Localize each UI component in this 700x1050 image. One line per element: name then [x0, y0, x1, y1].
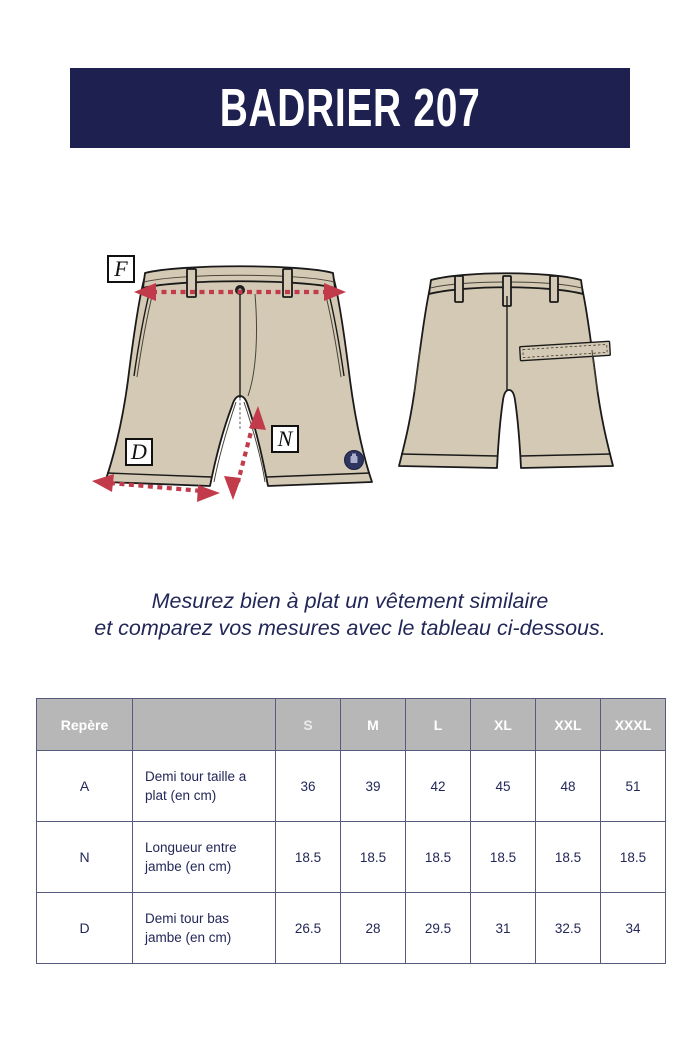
cell-xl: 45 [471, 751, 536, 822]
back-body [399, 280, 613, 468]
cell-s: 18.5 [276, 822, 341, 893]
table-row [37, 751, 666, 822]
column-header-s: S [276, 699, 341, 751]
table-row [37, 893, 666, 964]
cell-s: 26.5 [276, 893, 341, 964]
cell-m: 18.5 [341, 822, 406, 893]
svg-text:N: N [277, 426, 293, 451]
cell-xl: 31 [471, 893, 536, 964]
column-header-xxl: XXL [536, 699, 601, 751]
cell-m: 39 [341, 751, 406, 822]
marker-label-f [108, 256, 134, 282]
garment-illustration [0, 230, 700, 530]
instructions-line-2: et comparez vos mesures avec le tableau ci-dessous. [94, 616, 606, 640]
back-belt-loop-left [455, 276, 463, 302]
cell-xxxl: 18.5 [601, 822, 666, 893]
back-view [399, 273, 613, 468]
table-header-row [37, 699, 666, 751]
table-row [37, 822, 666, 893]
front-view [92, 256, 372, 502]
marker-label-d [126, 439, 152, 465]
row-description: Demi tour taille a plat (en cm) [133, 751, 276, 822]
row-description: Longueur entre jambe (en cm) [133, 822, 276, 893]
marker-label-n [272, 426, 298, 452]
svg-text:D: D [131, 439, 147, 464]
column-header-l: L [406, 699, 471, 751]
cell-m: 28 [341, 893, 406, 964]
cell-xxl: 48 [536, 751, 601, 822]
cell-xxl: 32.5 [536, 893, 601, 964]
column-header-repere: Repère [37, 699, 133, 751]
svg-text:F: F [114, 256, 128, 281]
row-marker: A [37, 751, 133, 822]
cell-l: 18.5 [406, 822, 471, 893]
row-marker: D [37, 893, 133, 964]
title-banner [70, 68, 630, 148]
size-chart-table [36, 698, 666, 964]
cell-xxxl: 34 [601, 893, 666, 964]
cell-l: 42 [406, 751, 471, 822]
page-title: BADRIER 207 [219, 78, 481, 138]
column-header-xxxl: XXXL [601, 699, 666, 751]
column-header-description [133, 699, 276, 751]
cell-xxl: 18.5 [536, 822, 601, 893]
column-header-m: M [341, 699, 406, 751]
cell-xxxl: 51 [601, 751, 666, 822]
back-belt-loop-right [550, 276, 558, 302]
row-marker: N [37, 822, 133, 893]
column-header-xl: XL [471, 699, 536, 751]
cell-s: 36 [276, 751, 341, 822]
instructions-line-1: Mesurez bien à plat un vêtement similaire [151, 589, 549, 613]
row-description: Demi tour bas jambe (en cm) [133, 893, 276, 964]
cell-l: 29.5 [406, 893, 471, 964]
measuring-instructions [0, 588, 700, 642]
cell-xl: 18.5 [471, 822, 536, 893]
